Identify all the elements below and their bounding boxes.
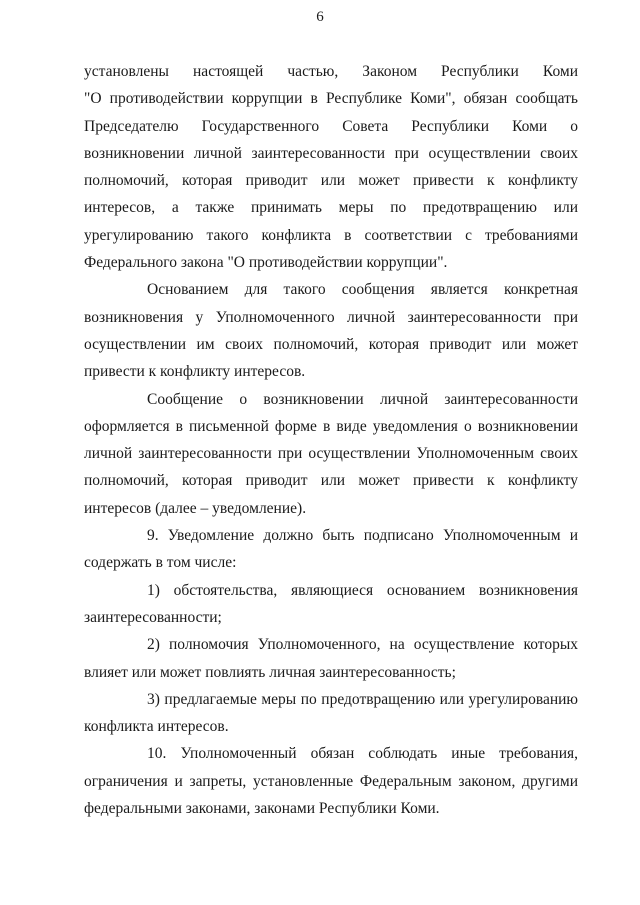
text-line: Сообщение о возникновении личной заинтересованности	[147, 390, 578, 408]
list-item	[84, 577, 578, 632]
text-line: установлены настоящей частью, Законом Республики Коми	[84, 63, 578, 80]
text-line: "О противодействии коррупции в Республике Коми", обязан сообщать	[84, 90, 578, 108]
document-body	[84, 58, 578, 822]
text-line: федеральными законами, законами Республики Коми.	[84, 800, 440, 818]
text-line: заинтересованности;	[84, 608, 222, 626]
text-line: урегулированию такого конфликта в соответствии с требованиями	[84, 226, 578, 244]
text-line: привести к конфликту интересов.	[84, 363, 306, 381]
text-line: личной заинтересованности при осуществлении Уполномоченным своих	[84, 445, 578, 463]
text-line: Председателю Государственного Совета Республики Коми о	[84, 117, 578, 135]
text-line: влияет или может повлиять личная заинтересованность;	[84, 663, 456, 681]
text-line: Федерального закона "О противодействии коррупции".	[84, 254, 448, 272]
text-line: возникновения у Уполномоченного личной заинтересованности при	[84, 308, 578, 326]
list-item	[84, 631, 578, 686]
text-line: возникновении личной заинтересованности при осуществлении своих	[84, 144, 578, 162]
text-line: полномочий, которая приводит или может привести к конфликту	[84, 472, 578, 490]
text-line: оформляется в письменной форме в виде уведомления о возникновении	[84, 417, 578, 435]
text-line: 2) полномочия Уполномоченного, на осуществление которых	[147, 636, 578, 654]
text-line: 9. Уведомление должно быть подписано Уполномоченным и	[147, 527, 578, 545]
paragraph	[84, 276, 578, 385]
paragraph	[84, 58, 578, 276]
text-line: 3) предлагаемые меры по предотвращению или урегулированию	[147, 690, 578, 708]
text-line: 1) обстоятельства, являющиеся основанием возникновения	[147, 581, 578, 599]
paragraph	[84, 740, 578, 822]
paragraph	[84, 522, 578, 577]
text-line: Основанием для такого сообщения является конкретная	[147, 281, 578, 299]
text-line: полномочий, которая приводит или может привести к конфликту	[84, 172, 578, 190]
page-number: 6	[316, 9, 324, 25]
text-line: ограничения и запреты, установленные Федеральным законом, другими	[84, 772, 578, 790]
paragraph	[84, 386, 578, 522]
text-line: содержать в том числе:	[84, 554, 237, 572]
text-line: конфликта интересов.	[84, 718, 229, 736]
text-line: интересов, а также принимать меры по предотвращению или	[84, 199, 578, 217]
list-item	[84, 686, 578, 741]
text-line: осуществлении им своих полномочий, которая приводит или может	[84, 335, 578, 353]
text-line: 10. Уполномоченный обязан соблюдать иные требования,	[147, 745, 578, 763]
text-line: интересов (далее – уведомление).	[84, 499, 307, 517]
